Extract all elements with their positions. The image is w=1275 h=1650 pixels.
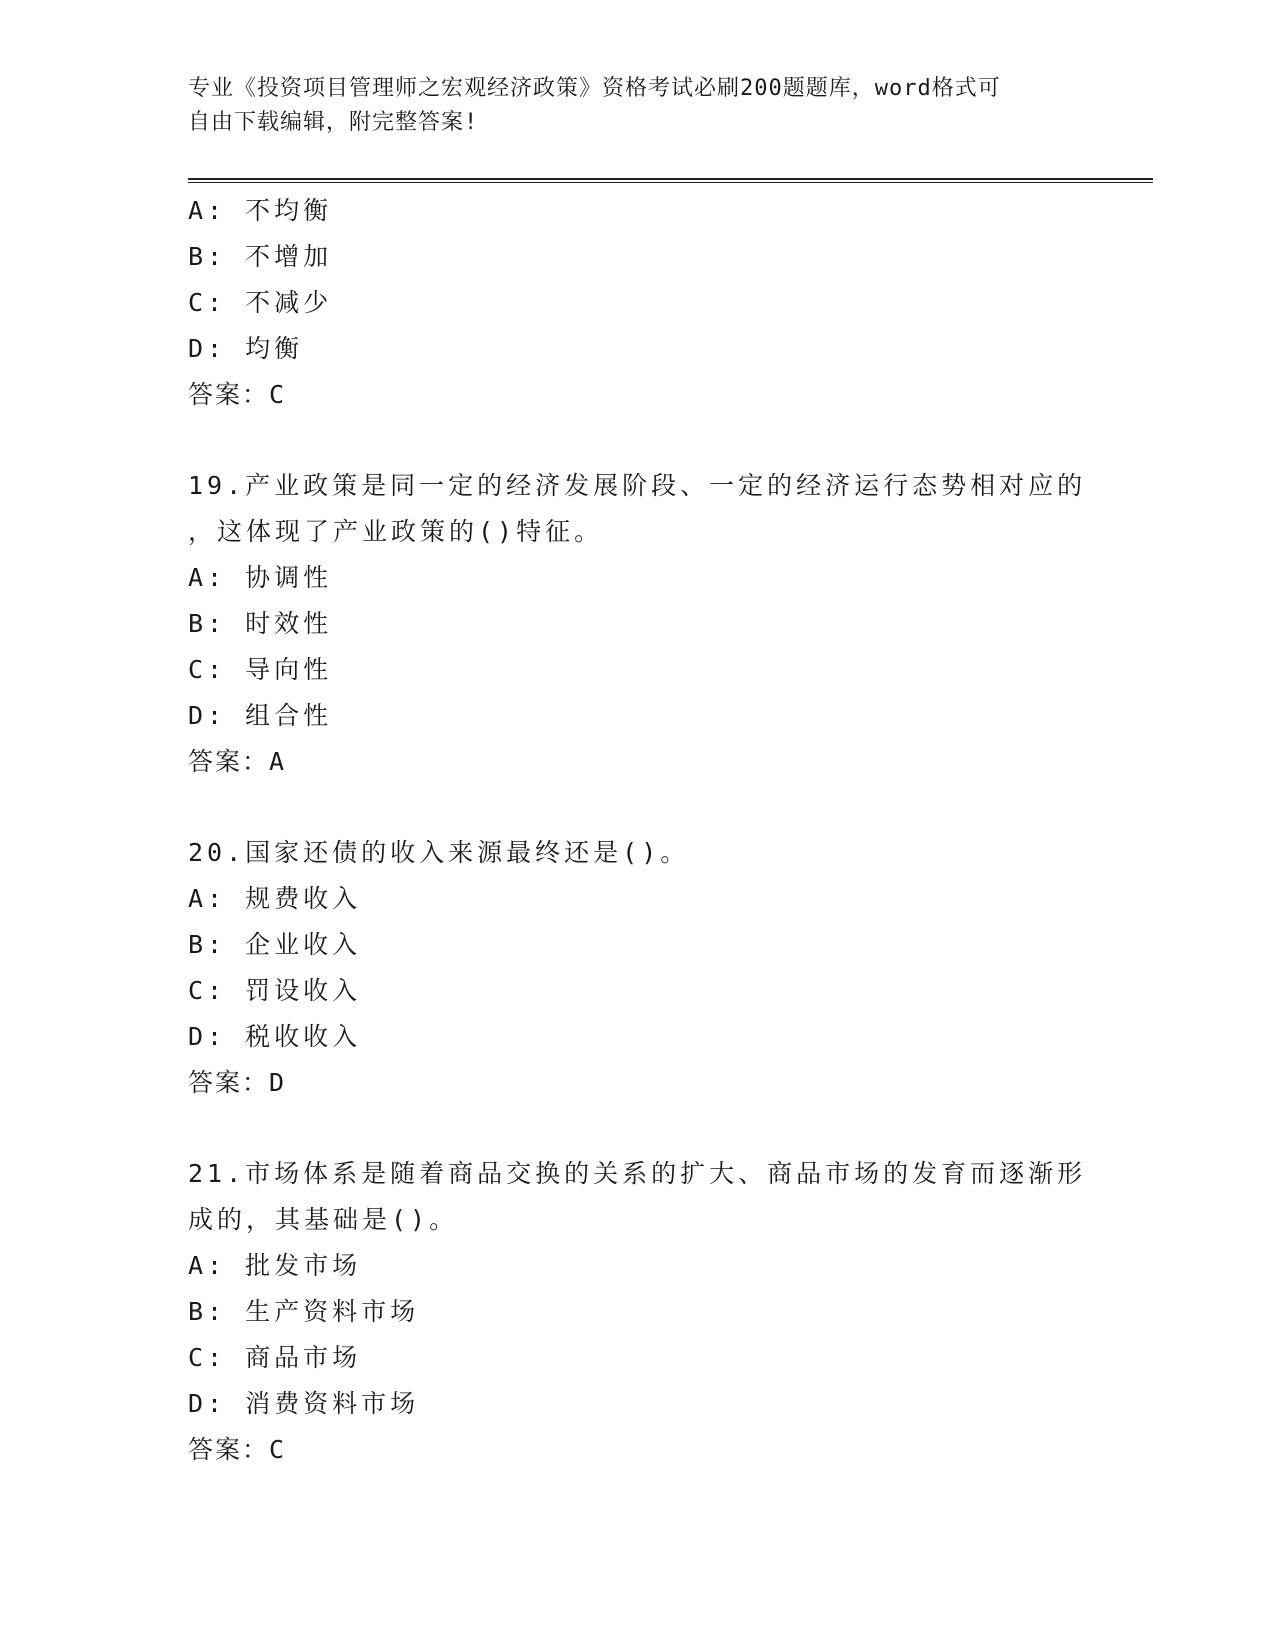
spacer <box>188 1106 1088 1151</box>
answer: 答案：C <box>188 1435 287 1464</box>
option-d: D: 均衡 <box>188 334 304 363</box>
option-d: D: 组合性 <box>188 701 333 730</box>
option-b: B: 时效性 <box>188 609 333 638</box>
option-b: B: 生产资料市场 <box>188 1297 420 1326</box>
question-stem-line-2: 成的，其基础是()。 <box>188 1205 459 1234</box>
spacer <box>188 418 1088 463</box>
option-c: C: 不减少 <box>188 288 333 317</box>
answer: 答案：A <box>188 747 287 776</box>
header-line-2: 自由下载编辑，附完整答案! <box>188 110 479 135</box>
answer: 答案：D <box>188 1068 287 1097</box>
question-stem-line-1: 20.国家还债的收入来源最终还是()。 <box>188 838 690 867</box>
question-19 <box>188 463 1088 785</box>
option-a: A: 规费收入 <box>188 884 362 913</box>
question-stem-line-2: ，这体现了产业政策的()特征。 <box>188 517 604 546</box>
option-c: C: 罚设收入 <box>188 976 362 1005</box>
option-c: C: 商品市场 <box>188 1343 362 1372</box>
option-c: C: 导向性 <box>188 655 333 684</box>
answer: 答案：C <box>188 380 287 409</box>
option-d: D: 税收收入 <box>188 1022 362 1051</box>
option-d: D: 消费资料市场 <box>188 1389 420 1418</box>
document-header <box>188 72 1068 140</box>
question-21 <box>188 1151 1088 1473</box>
option-a: A: 批发市场 <box>188 1251 362 1280</box>
option-a: A: 不均衡 <box>188 196 333 225</box>
option-a: A: 协调性 <box>188 563 333 592</box>
header-divider <box>188 178 1153 183</box>
spacer <box>188 785 1088 830</box>
question-list <box>188 188 1088 1473</box>
question-stem-line-1: 21.市场体系是随着商品交换的关系的扩大、商品市场的发育而逐渐形 <box>188 1159 1087 1188</box>
question-18 <box>188 188 1088 418</box>
question-stem-line-1: 19.产业政策是同一定的经济发展阶段、一定的经济运行态势相对应的 <box>188 471 1087 500</box>
option-b: B: 企业收入 <box>188 930 362 959</box>
header-line-1: 专业《投资项目管理师之宏观经济政策》资格考试必刷200题题库，word格式可 <box>188 76 1001 101</box>
option-b: B: 不增加 <box>188 242 333 271</box>
question-20 <box>188 830 1088 1106</box>
